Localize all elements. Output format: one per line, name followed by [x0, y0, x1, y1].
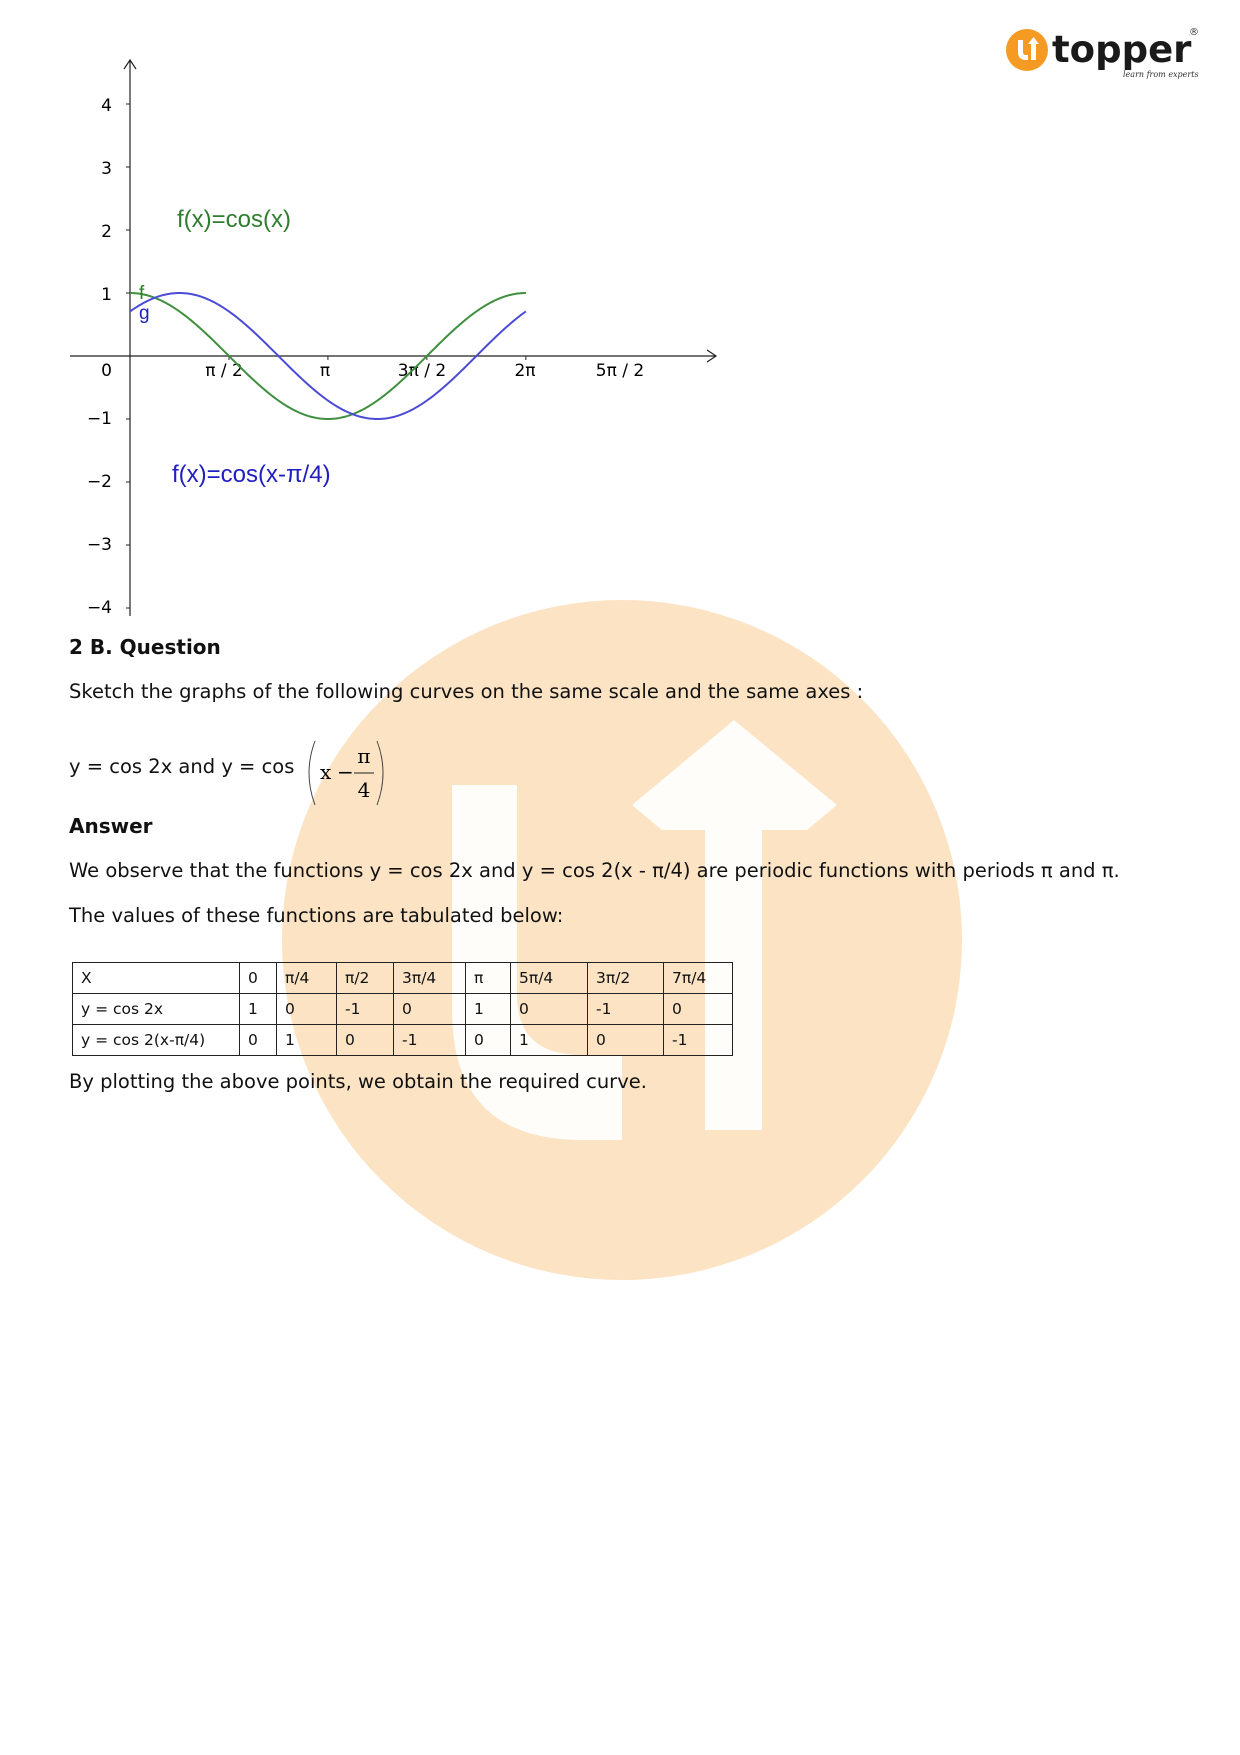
y-tick-label-neg3: −3 [86, 535, 112, 555]
table-cell: 0 [511, 994, 588, 1025]
table-cell: 0 [240, 1025, 277, 1056]
table-cell: 1 [511, 1025, 588, 1056]
function-graph [60, 50, 730, 630]
y-tick-label-neg4: −4 [86, 598, 112, 618]
table-cell: π [466, 963, 511, 994]
formula-x: x [320, 760, 332, 784]
formula-fraction [305, 737, 395, 809]
table-cell: 1 [466, 994, 511, 1025]
formula-minus: − [337, 760, 354, 784]
answer-heading: Answer [69, 814, 153, 838]
y-tick-label-2: 2 [101, 222, 112, 242]
table-cell: 1 [240, 994, 277, 1025]
table-cell: y = cos 2(x-π/4) [73, 1025, 240, 1056]
table-row [73, 963, 733, 994]
x-tick-label-3pi-half: 3π / 2 [397, 361, 447, 381]
x-tick-label-2pi: 2π [514, 361, 536, 381]
y-tick-label-0: 0 [101, 361, 112, 381]
table-cell: 3π/4 [394, 963, 466, 994]
table-cell: 7π/4 [664, 963, 733, 994]
table-cell: 0 [466, 1025, 511, 1056]
formula-numerator: π [357, 744, 371, 768]
table-cell: 0 [588, 1025, 664, 1056]
table-cell: 0 [664, 994, 733, 1025]
table-row [73, 994, 733, 1025]
table-row [73, 1025, 733, 1056]
table-cell: π/4 [277, 963, 337, 994]
table-cell: -1 [394, 1025, 466, 1056]
brand-logo [1005, 22, 1205, 82]
y-tick-label-neg1: −1 [86, 409, 112, 429]
answer-line-2: The values of these functions are tabulated below: [69, 904, 564, 927]
table-cell: 0 [240, 963, 277, 994]
values-table [72, 962, 733, 1056]
table-cell: 0 [394, 994, 466, 1025]
table-cell: π/2 [337, 963, 394, 994]
curve2-label: f(x)=cos(x-π/4) [172, 461, 331, 488]
y-tick-label-1: 1 [101, 285, 112, 305]
table-cell: 5π/4 [511, 963, 588, 994]
y-tick-label-3: 3 [101, 159, 112, 179]
y-tick-label-4: 4 [101, 96, 112, 116]
answer-conclusion: By plotting the above points, we obtain the required curve. [69, 1070, 647, 1093]
x-tick-label-pi-half: π / 2 [205, 361, 243, 381]
logo-tagline: learn from experts [1123, 70, 1199, 79]
table-cell: 1 [277, 1025, 337, 1056]
question-text: Sketch the graphs of the following curves on the same scale and the same axes : [69, 680, 864, 703]
x-tick-label-5pi-half: 5π / 2 [595, 361, 645, 381]
question-heading: 2 B. Question [69, 635, 221, 659]
table-cell: X [73, 963, 240, 994]
x-tick-label-pi: π [319, 361, 331, 381]
registered-mark: ® [1189, 27, 1199, 38]
table-cell: 0 [337, 1025, 394, 1056]
table-cell: 0 [277, 994, 337, 1025]
point-label-f: f [139, 283, 145, 304]
point-label-g: g [139, 303, 150, 324]
table-cell: y = cos 2x [73, 994, 240, 1025]
formula-denominator: 4 [357, 778, 371, 802]
y-tick-label-neg2: −2 [86, 472, 112, 492]
table-cell: 3π/2 [588, 963, 664, 994]
curve1-label: f(x)=cos(x) [177, 206, 291, 233]
table-cell: -1 [588, 994, 664, 1025]
logo-wordmark: topper [1052, 28, 1192, 71]
table-cell: -1 [664, 1025, 733, 1056]
table-cell: -1 [337, 994, 394, 1025]
answer-line-1: We observe that the functions y = cos 2x and y = cos 2(x - π/4) are periodic functions with periods π and π. [69, 859, 1120, 882]
formula-lead-text: y = cos 2x and y = cos [69, 755, 295, 778]
